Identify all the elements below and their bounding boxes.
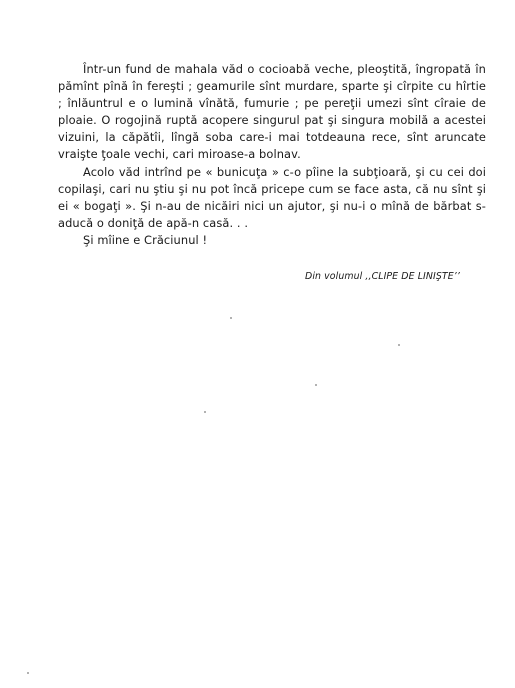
- story-text: [58, 61, 486, 249]
- scan-speck: [27, 672, 29, 674]
- closing-line: Şi mîine e Crăciunul !: [83, 232, 208, 247]
- scan-speck: [204, 411, 206, 413]
- source-attribution: Din volumul ,,CLIPE DE LINIŞTE’’: [305, 271, 460, 282]
- scan-speck: [315, 384, 317, 386]
- paragraph-grandmother-arrival: Acolo văd intrînd pe « bunicuţa » c-o pîine la subţioară, şi cu cei doi copilaşi, cari nu ştiu şi nu pot încă pricepe cum se face asta, că nu sînt şi ei « bogaţi ». Şi n-au de nicăiri nici un ajutor, şi nu-i o mînă de bărbat s-aducă o doniţă de apă-n casă. . .: [58, 164, 486, 230]
- scan-speck: [230, 317, 232, 319]
- paragraph-hovel-description: Într-un fund de mahala văd o cocioabă veche, pleoştită, îngropată în pămînt pînă în fereşti ; geamurile sînt murdare, sparte şi cîrpite cu hîrtie ; înlăuntrul e o lumină vînătă, fumurie ; pe pereţii umezi sînt cîraie de ploaie. O rogojină ruptă acopere singurul pat şi singura mobilă a acestei vizuini, la căpătîi, lîngă soba care-i mai totdeauna rece, sînt aruncate vraişte ţoale vechi, cari miroase-a bolnav.: [58, 62, 486, 162]
- scan-speck: [398, 344, 400, 346]
